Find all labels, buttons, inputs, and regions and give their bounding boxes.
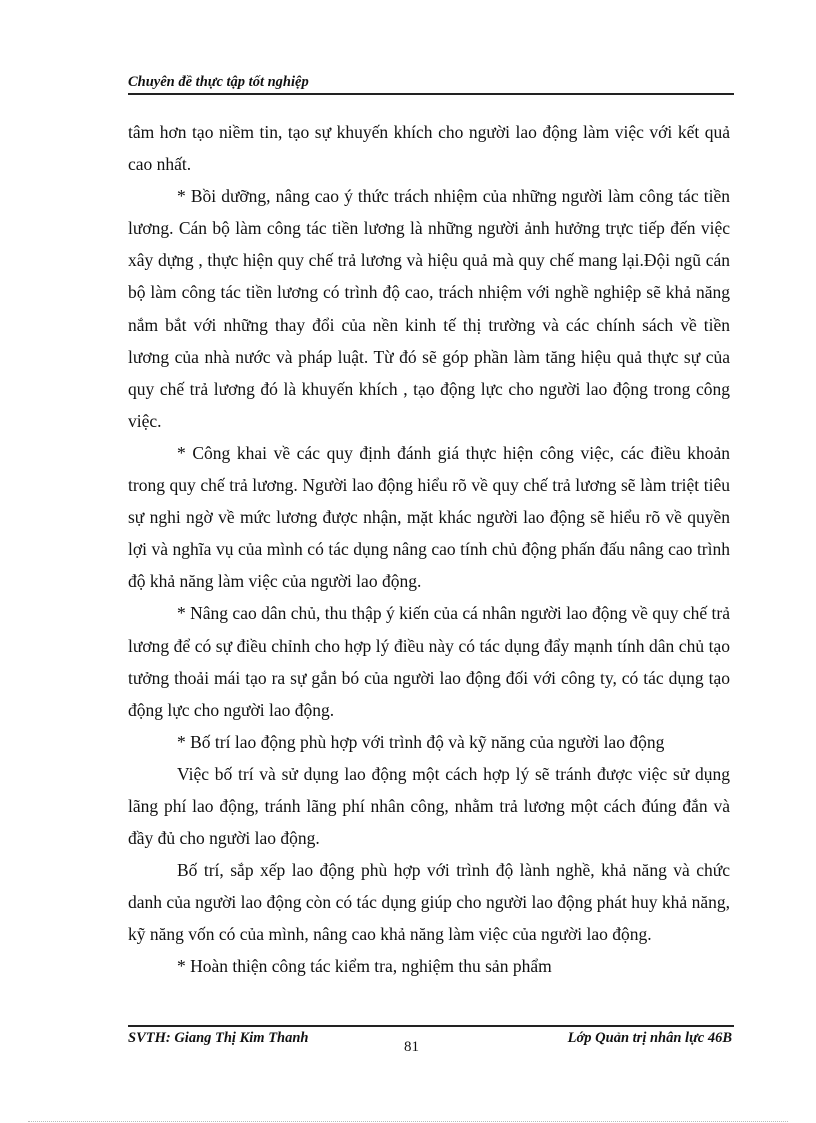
page-header (128, 74, 734, 95)
footer-divider (128, 1025, 734, 1027)
page-number: 81 (404, 1039, 419, 1055)
paragraph: * Hoàn thiện công tác kiểm tra, nghiệm thu sản phẩm (177, 956, 552, 977)
paragraph: * Bố trí lao động phù hợp với trình độ và kỹ năng của người lao động (177, 731, 665, 752)
footer-student: SVTH: Giang Thị Kim Thanh (128, 1030, 309, 1046)
paragraph: * Bồi dưỡng, nâng cao ý thức trách nhiệm của những người làm công tác tiền lương. Cán bộ làm công tác tiền lương là những người ảnh hưởng trực tiếp đến việc xây dựng , thực hiện quy chế trả lương và hiệu quả mà quy chế mang lại.Đội ngũ cán bộ làm công tác tiền lương có trình độ cao, trách nhiệm với nghề nghiệp sẽ khả năng nắm bắt với những thay đổi của nền kinh tế thị trường và các chính sách về tiền lương của nhà nước và pháp luật. Từ đó sẽ góp phần làm tăng hiệu quả thực sự của quy chế trả lương đó là khuyến khích , tạo động lực cho người lao động trong công việc. (128, 186, 730, 431)
document-body (128, 116, 730, 983)
paragraph: Bố trí, sắp xếp lao động phù hợp với trình độ lành nghề, khả năng và chức danh của người lao động còn có tác dụng giúp cho người lao động phát huy khả năng, kỹ năng vốn có của mình, nâng cao khả năng làm việc của người lao động. (128, 860, 730, 945)
footer-class: Lớp Quản trị nhân lực 46B (567, 1030, 732, 1046)
page-edge-divider (28, 1121, 788, 1122)
paragraph: * Nâng cao dân chủ, thu thập ý kiến của cá nhân người lao động về quy chế trả lương để có sự điều chỉnh cho hợp lý điều này có tác dụng đẩy mạnh tính dân chủ tạo tưởng thoải mái tạo ra sự gắn bó của người lao động đối với công ty, có tác dụng tạo động lực cho người lao động. (128, 603, 730, 720)
paragraph: Việc bố trí và sử dụng lao động một cách hợp lý sẽ tránh được việc sử dụng lãng phí lao động, tránh lãng phí nhân công, nhằm trả lương một cách đúng đắn và đầy đủ cho người lao động. (128, 763, 730, 849)
paragraph: tâm hơn tạo niềm tin, tạo sự khuyến khích cho người lao động làm việc với kết quả cao nhất. (128, 122, 730, 175)
header-title: Chuyên đề thực tập tốt nghiệp (128, 74, 309, 90)
paragraph: * Công khai về các quy định đánh giá thực hiện công việc, các điều khoản trong quy chế trả lương. Người lao động hiểu rõ về quy chế trả lương sẽ làm triệt tiêu sự nghi ngờ về mức lương được nhận, mặt khác người lao động sẽ hiểu rõ về quyền lợi và nghĩa vụ của mình có tác dụng nâng cao tính chủ động phấn đấu nâng cao trình độ khả năng làm việc của người lao động. (128, 442, 730, 592)
